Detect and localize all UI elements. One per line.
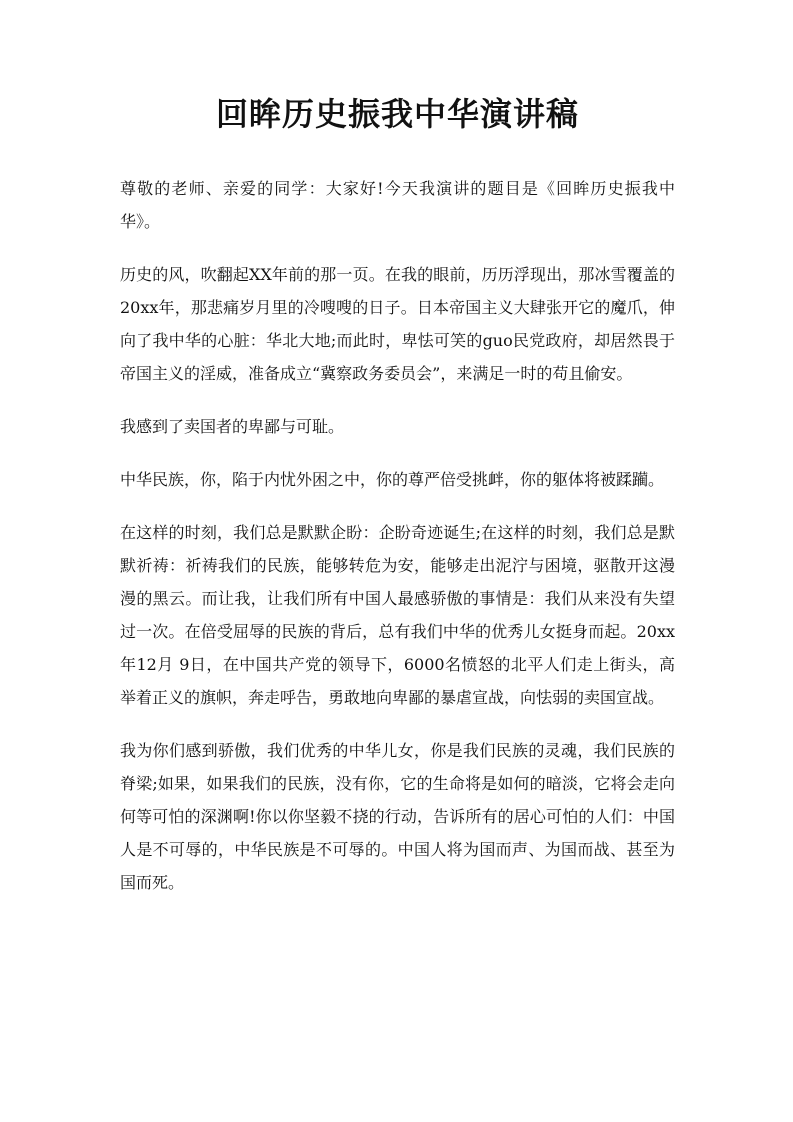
paragraph-pride: 我为你们感到骄傲，我们优秀的中华儿女，你是我们民族的灵魂，我们民族的脊梁;如果，如果我们的民族，没有你，它的生命将是如何的暗淡，它将会走向何等可怕的深渊啊!你以你坚毅不挠的行动，告诉所有的居心可怕的人们：中国人是不可辱的，中华民族是不可辱的。中国人将为国而声、为国而战、甚至为国而死。 (120, 741, 675, 892)
paragraph-nation: 中华民族，你，陷于内忧外困之中，你的尊严倍受挑衅，你的躯体将被蹂躏。 (120, 470, 665, 489)
paragraph-greeting: 尊敬的老师、亲爱的同学：大家好!今天我演讲的题目是《回眸历史振我中华》。 (120, 179, 675, 231)
paragraph-shame: 我感到了卖国者的卑鄙与可耻。 (120, 417, 345, 436)
document-title: 回眸历史振我中华演讲稿 (215, 95, 579, 133)
paragraph-history: 历史的风，吹翻起XX年前的那一页。在我的眼前，历历浮现出，那冰雪覆盖的20xx年，那悲痛岁月里的冷嗖嗖的日子。日本帝国主义大肆张开它的魔爪，伸向了我中华的心脏：华北大地;而此时，卑怯可笑的guo民党政府，却居然畏于帝国主义的淫威，准备成立“冀察政务委员会”，来满足一时的苟且偷安。 (120, 265, 675, 383)
paragraph-hope: 在这样的时刻，我们总是默默企盼：企盼奇迹诞生;在这样的时刻，我们总是默默祈祷：祈祷我们的民族，能够转危为安，能够走出泥泞与困境，驱散开这漫漫的黑云。而让我，让我们所有中国人最感骄傲的事情是：我们从来没有失望过一次。在倍受屈辱的民族的背后，总有我们中华的优秀儿女挺身而起。20xx年12月 9日，在中国共产党的领导下，6000名愤怒的北平人们走上街头，高举着正义的旗帜，奔走呼告，勇敢地向卑鄙的暴虐宣战，向怯弱的卖国宣战。 (120, 523, 675, 707)
